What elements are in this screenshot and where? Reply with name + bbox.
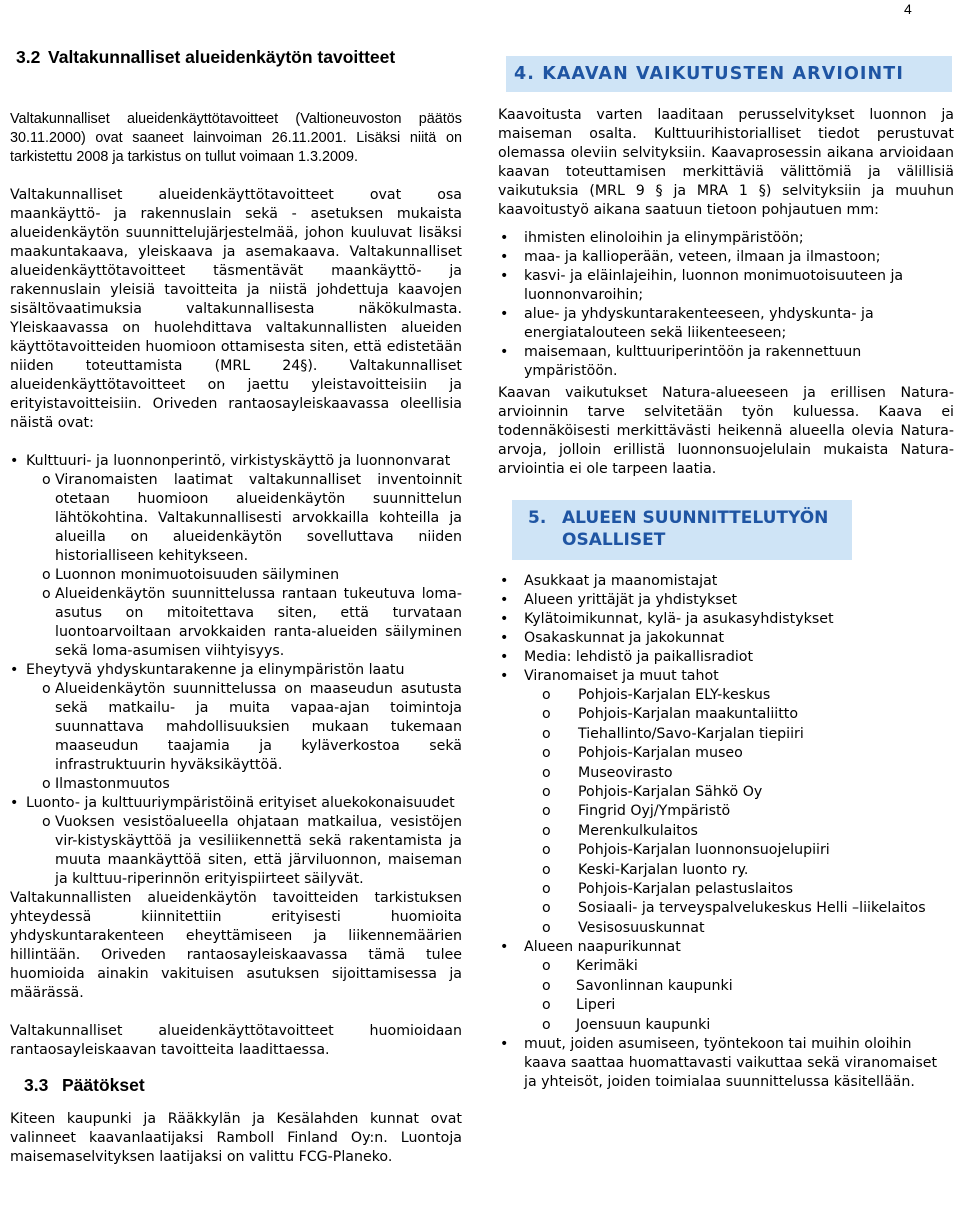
goal-list (10, 452, 462, 889)
section-title-line2: OSALLISET (562, 530, 666, 550)
stakeholder-item: • Asukkaat ja maanomistajat (498, 572, 954, 591)
goal-label: Luonto- ja kulttuuriympäristöinä erityiset aluekokonaisuudet (26, 795, 455, 811)
authority-item: o Fingrid Oyj/Ympäristö (498, 802, 954, 821)
impact-item: • kasvi- ja eläinlajeihin, luonnon monimuotoisuuteen ja luonnonvaroihin; (498, 267, 954, 305)
left-column (10, 110, 462, 1167)
goal-subitem: o Alueidenkäytön suunnittelussa on maaseudun asutusta sekä matkailu- ja muita vapaa-ajan toimintoja suunnattava mahdollisuuksien mukaan tukemaan maaseudun taajamia ja kyläverkostoa sekä infrastruktuurin hyväksikäyttöä. (26, 680, 462, 775)
impact-item: • maa- ja kallioperään, veteen, ilmaan ja ilmastoon; (498, 248, 954, 267)
goal-subitem: o Alueidenkäytön suunnittelussa rantaan tukeutuva loma-asutus on mitoitettava siten, että turvataan luontoarvoiltaan arvokkaiden ranta-alueiden säilyminen sekä loma-asumisen viihtyisyys. (26, 585, 462, 661)
impact-item: • maisemaan, kulttuuriperintöön ja rakennettuun ympäristöön. (498, 343, 954, 381)
section-number: 3.2 (16, 47, 41, 67)
section-title: Valtakunnalliset alueidenkäytön tavoitteet (48, 47, 396, 67)
stakeholder-item: • Alueen naapurikunnat (498, 938, 954, 957)
authority-item: o Tiehallinto/Savo-Karjalan tiepiiri (498, 725, 954, 744)
stakeholder-item: • Kylätoimikunnat, kylä- ja asukasyhdistykset (498, 610, 954, 629)
section-title: Päätökset (62, 1075, 145, 1095)
authority-item: o Pohjois-Karjalan museo (498, 744, 954, 763)
section-3-2-heading (16, 46, 416, 68)
authority-item: o Keski-Karjalan luonto ry. (498, 861, 954, 880)
goal-item (10, 452, 462, 661)
goal-sublist (26, 813, 462, 889)
neighbour-item: o Savonlinnan kaupunki (498, 977, 954, 996)
stakeholder-item: • muut, joiden asumiseen, työntekoon tai muihin oloihin kaava saattaa huomattavasti vaikuttaa sekä viranomaiset ja yhteisöt, joiden toimialaa suunnittelussa käsitellään. (498, 1035, 954, 1092)
authority-item: o Museovirasto (498, 764, 954, 783)
paragraph-vat-decision: Valtakunnalliset alueidenkäyttötavoitteet (Valtioneuvoston päätös 30.11.2000) ovat saaneet lainvoiman 26.11.2001. Lisäksi niitä on tarkistettu 2008 ja tarkistus on tullut voimaan 1.3.2009. (10, 111, 462, 165)
goal-sublist (26, 680, 462, 794)
stakeholder-item: • Osakaskunnat ja jakokunnat (498, 629, 954, 648)
authority-item: o Pohjois-Karjalan pelastuslaitos (498, 880, 954, 899)
goal-subitem: o Vuoksen vesistöalueella ohjataan matkailua, vesistöjen vir-kistyskäyttöä ja vesiliikennettä sekä rakentamista ja muuta maankäyttöä siten, että järviluonnon, maiseman ja kulttuu-riperinnön erityispiirteet säilyvät. (26, 813, 462, 889)
section-4-banner: 4. KAAVAN VAIKUTUSTEN ARVIOINTI (506, 56, 952, 92)
others-section (498, 1035, 954, 1092)
goal-label: Eheytyvä yhdyskuntarakenne ja elinympäristön laatu (26, 662, 405, 678)
authority-item: o Merenkulkulaitos (498, 822, 954, 841)
goal-label: Kulttuuri- ja luonnonperintö, virkistyskäyttö ja luonnonvarat (26, 453, 451, 469)
authority-item: o Vesisosuuskunnat (498, 919, 954, 938)
neighbour-item: o Kerimäki (498, 957, 954, 976)
goal-subitem: o Viranomaisten laatimat valtakunnalliset inventoinnit otetaan huomioon alueidenkäytön suunnittelun lähtökohtina. Valtakunnallisesti arvokkailla kohteilla ja alueilla on alueidenkäytön sovelluttava niiden historialliseen kehitykseen. (26, 471, 462, 566)
stakeholder-item: • Alueen yrittäjät ja yhdistykset (498, 591, 954, 610)
right-column (498, 106, 954, 479)
paragraph-vat-description: Valtakunnalliset alueidenkäyttötavoitteet ovat osa maankäyttö- ja rakennuslain sekä - asetuksen mukaista alueidenkäytön suunnittelujärjestelmää, johon kuuluvat lisäksi maakuntakaava, yleiskaava ja asemakaava. Valtakunnalliset alueidenkäyttötavoitteet täsmentävät maankäyttö- ja rakennuslain yleisiä tavoitteita ja niistä johdettuja kaavojen sisältövaatimuksia valtakunnallisesta näkökulmasta. Yleiskaavassa on huolehdittava valtakunnallisten alueiden käyttötavoitteiden huomioon ottamisesta siten, että edistetään niiden toteuttamista (MRL 24§). Valtakunnalliset alueidenkäyttötavoitteet on jaettu yleistavoitteisiin ja erityistavoitteisiin. Oriveden rantaosayleiskaavassa oleellisia näistä ovat: (10, 187, 462, 431)
authority-list (498, 686, 954, 938)
impact-item: • ihmisten elinoloihin ja elinympäristöön; (498, 229, 954, 248)
authority-item: o Pohjois-Karjalan maakuntaliitto (498, 705, 954, 724)
impact-item: • alue- ja yhdyskuntarakenteeseen, yhdyskunta- ja energiatalouteen sekä liikenteeseen; (498, 305, 954, 343)
goal-item (10, 661, 462, 794)
paragraph-natura: Kaavan vaikutukset Natura-alueeseen ja erillisen Natura-arvioinnin tarve selvitetään työn kuluessa. Kaava ei todennäköisesti merkittävästi heikennä alueella olevia Natura-arvoja, jolloin erillistä luonnonsuojelulain mukaista Natura-arviointia ei ole tarpeen laatia. (498, 385, 954, 477)
paragraph-assessment: Kaavoitusta varten laaditaan perusselvitykset luonnon ja maiseman osalta. Kulttuurihistorialliset tiedot perustuvat olemassa oleviin selvityksiin. Kaavaprosessin aikana arvioidaan kaavan toteuttamisen merkittäviä välittömiä ja välillisiä vaikutuksia (MRL 9 § ja MRA 1 §) selvityksiin ja muuhun kaavoitustyö aikana saatuun tietoon pohjautuen mm: (498, 107, 954, 218)
section-number: 5. (528, 508, 547, 528)
authority-item: o Pohjois-Karjalan Sähkö Oy (498, 783, 954, 802)
neighbour-section (498, 938, 954, 957)
goal-subitem: o Luonnon monimuotoisuuden säilyminen (26, 566, 462, 585)
section-5-banner (512, 500, 852, 560)
authority-item: o Sosiaali- ja terveyspalvelukeskus Helli –liikelaitos (498, 899, 954, 918)
goal-sublist (26, 471, 462, 661)
stakeholder-section (498, 572, 954, 1092)
stakeholder-list (498, 572, 954, 686)
authority-item: o Pohjois-Karjalan luonnonsuojelupiiri (498, 841, 954, 860)
stakeholder-item: • Viranomaiset ja muut tahot (498, 667, 954, 686)
paragraph-decisions: Kiteen kaupunki ja Rääkkylän ja Kesälahden kunnat ovat valinneet kaavanlaatijaksi Ramboll Finland Oy:n. Luontoja maisemaselvityksen laatijaksi on valittu FCG-Planeko. (10, 1111, 462, 1165)
neighbour-list (498, 957, 954, 1035)
neighbour-item: o Liperi (498, 996, 954, 1015)
section-number: 3.3 (24, 1075, 49, 1095)
paragraph-consideration: Valtakunnalliset alueidenkäyttötavoitteet huomioidaan rantaosayleiskaavan tavoitteita laadittaessa. (10, 1023, 462, 1058)
stakeholder-item: • Media: lehdistö ja paikallisradiot (498, 648, 954, 667)
page-number: 4 (904, 1, 912, 17)
section-3-3-heading (24, 1074, 462, 1096)
section-title-line1: ALUEEN SUUNNITTELUTYÖN (562, 508, 829, 528)
goal-item (10, 794, 462, 889)
neighbour-item: o Joensuun kaupunki (498, 1016, 954, 1035)
authority-item: o Pohjois-Karjalan ELY-keskus (498, 686, 954, 705)
impact-list (498, 229, 954, 381)
paragraph-review: Valtakunnallisten alueidenkäytön tavoitteiden tarkistuksen yhteydessä kiinnitettiin erityisesti huomioita yhdyskuntarakenteen eheyttämiseen ja liikennemäärien hillintään. Oriveden rantaosayleiskaavassa tämä tulee huomioida ainakin vakituisen asutuksen sijoittamisessa ja määrässä. (10, 890, 462, 1001)
goal-subitem: o Ilmastonmuutos (26, 775, 462, 794)
